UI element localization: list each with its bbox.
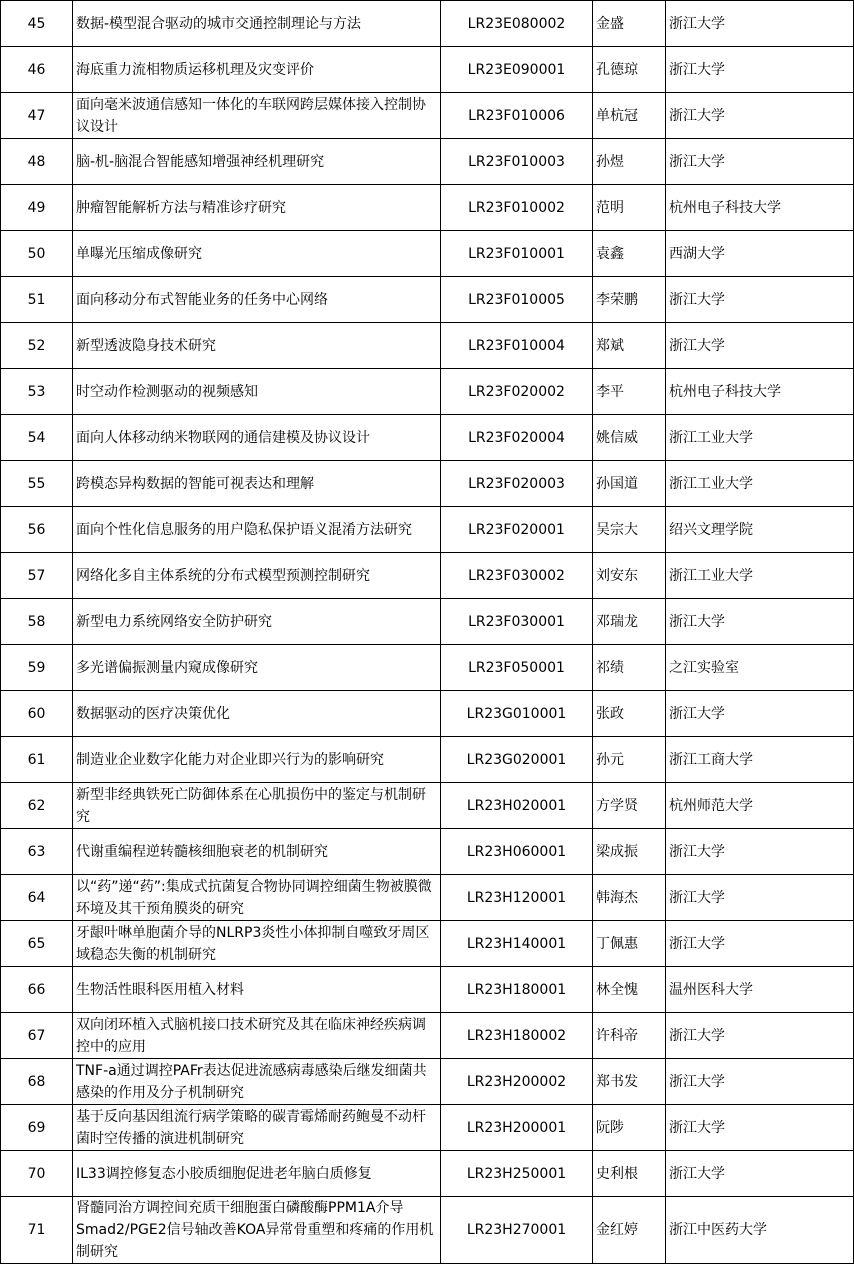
project-code: LR23H060001	[441, 829, 593, 875]
institution-name: 浙江大学	[666, 691, 854, 737]
project-code: LR23F010003	[441, 139, 593, 185]
investigator-name: 孙煜	[593, 139, 666, 185]
project-code: LR23H250001	[441, 1151, 593, 1197]
table-row	[1, 829, 854, 875]
table-row	[1, 1, 854, 47]
institution-name: 浙江大学	[666, 1151, 854, 1197]
project-code: LR23F030001	[441, 599, 593, 645]
row-number: 58	[1, 599, 73, 645]
project-title: 跨模态异构数据的智能可视表达和理解	[73, 461, 441, 507]
investigator-name: 许科帝	[593, 1013, 666, 1059]
row-number: 50	[1, 231, 73, 277]
table-row	[1, 553, 854, 599]
table-row	[1, 369, 854, 415]
table-row	[1, 737, 854, 783]
project-code: LR23H180001	[441, 967, 593, 1013]
institution-name: 浙江大学	[666, 323, 854, 369]
institution-name: 浙江大学	[666, 277, 854, 323]
project-title: 肾髓同治方调控间充质干细胞蛋白磷酸酶PPM1A介导Smad2/PGE2信号轴改善KOA异常骨重塑和疼痛的作用机制研究	[73, 1197, 441, 1264]
project-code: LR23H200001	[441, 1105, 593, 1151]
project-title: 新型电力系统网络安全防护研究	[73, 599, 441, 645]
project-code: LR23E090001	[441, 47, 593, 93]
investigator-name: 姚信威	[593, 415, 666, 461]
project-code: LR23F020004	[441, 415, 593, 461]
row-number: 65	[1, 921, 73, 967]
table-row	[1, 1197, 854, 1264]
table-row	[1, 231, 854, 277]
project-title: 数据驱动的医疗决策优化	[73, 691, 441, 737]
institution-name: 浙江大学	[666, 599, 854, 645]
row-number: 54	[1, 415, 73, 461]
investigator-name: 祁绩	[593, 645, 666, 691]
row-number: 67	[1, 1013, 73, 1059]
table-row	[1, 139, 854, 185]
investigator-name: 吴宗大	[593, 507, 666, 553]
row-number: 63	[1, 829, 73, 875]
table-row	[1, 93, 854, 139]
table-row	[1, 967, 854, 1013]
project-code: LR23F010006	[441, 93, 593, 139]
row-number: 55	[1, 461, 73, 507]
investigator-name: 史利根	[593, 1151, 666, 1197]
table-row	[1, 323, 854, 369]
institution-name: 浙江大学	[666, 1059, 854, 1105]
project-code: LR23H200002	[441, 1059, 593, 1105]
table-row	[1, 461, 854, 507]
project-code: LR23F010005	[441, 277, 593, 323]
project-title: 网络化多自主体系统的分布式模型预测控制研究	[73, 553, 441, 599]
project-title: 面向人体移动纳米物联网的通信建模及协议设计	[73, 415, 441, 461]
project-title: TNF-a通过调控PAFr表达促进流感病毒感染后继发细菌共感染的作用及分子机制研究	[73, 1059, 441, 1105]
table-row	[1, 415, 854, 461]
investigator-name: 孔德琼	[593, 47, 666, 93]
project-title: 单曝光压缩成像研究	[73, 231, 441, 277]
table-row	[1, 783, 854, 829]
row-number: 49	[1, 185, 73, 231]
project-table-body	[1, 1, 854, 1264]
row-number: 61	[1, 737, 73, 783]
investigator-name: 丁佩惠	[593, 921, 666, 967]
project-code: LR23F050001	[441, 645, 593, 691]
institution-name: 浙江工业大学	[666, 415, 854, 461]
project-title: 双向闭环植入式脑机接口技术研究及其在临床神经疾病调控中的应用	[73, 1013, 441, 1059]
investigator-name: 单杭冠	[593, 93, 666, 139]
institution-name: 杭州电子科技大学	[666, 185, 854, 231]
institution-name: 浙江工业大学	[666, 461, 854, 507]
project-code: LR23F010004	[441, 323, 593, 369]
table-row	[1, 277, 854, 323]
project-title: 面向个性化信息服务的用户隐私保护语义混淆方法研究	[73, 507, 441, 553]
project-title: 面向移动分布式智能业务的任务中心网络	[73, 277, 441, 323]
investigator-name: 刘安东	[593, 553, 666, 599]
investigator-name: 阮陟	[593, 1105, 666, 1151]
row-number: 47	[1, 93, 73, 139]
investigator-name: 范明	[593, 185, 666, 231]
row-number: 57	[1, 553, 73, 599]
table-row	[1, 1105, 854, 1151]
institution-name: 杭州电子科技大学	[666, 369, 854, 415]
investigator-name: 林全愧	[593, 967, 666, 1013]
table-row	[1, 921, 854, 967]
project-code: LR23F020002	[441, 369, 593, 415]
table-row	[1, 1013, 854, 1059]
project-title: 新型透波隐身技术研究	[73, 323, 441, 369]
row-number: 53	[1, 369, 73, 415]
project-title: 基于反向基因组流行病学策略的碳青霉烯耐药鲍曼不动杆菌时空传播的演进机制研究	[73, 1105, 441, 1151]
row-number: 66	[1, 967, 73, 1013]
investigator-name: 郑书发	[593, 1059, 666, 1105]
table-row	[1, 599, 854, 645]
table-row	[1, 1151, 854, 1197]
investigator-name: 方学贤	[593, 783, 666, 829]
row-number: 45	[1, 1, 73, 47]
project-title: 代谢重编程逆转髓核细胞衰老的机制研究	[73, 829, 441, 875]
table-row	[1, 185, 854, 231]
project-title: 牙龈叶啉单胞菌介导的NLRP3炎性小体抑制自噬致牙周区域稳态失衡的机制研究	[73, 921, 441, 967]
institution-name: 绍兴文理学院	[666, 507, 854, 553]
project-title: 以“药”递“药”:集成式抗菌复合物协同调控细菌生物被膜微环境及其干预角膜炎的研究	[73, 875, 441, 921]
table-row	[1, 507, 854, 553]
project-title: IL33调控修复态小胶质细胞促进老年脑白质修复	[73, 1151, 441, 1197]
institution-name: 浙江大学	[666, 875, 854, 921]
project-code: LR23H140001	[441, 921, 593, 967]
project-code: LR23H020001	[441, 783, 593, 829]
project-title: 面向毫米波通信感知一体化的车联网跨层媒体接入控制协议设计	[73, 93, 441, 139]
investigator-name: 郑斌	[593, 323, 666, 369]
row-number: 51	[1, 277, 73, 323]
row-number: 71	[1, 1197, 73, 1264]
institution-name: 杭州师范大学	[666, 783, 854, 829]
project-title: 脑-机-脑混合智能感知增强神经机理研究	[73, 139, 441, 185]
project-code: LR23H180002	[441, 1013, 593, 1059]
row-number: 56	[1, 507, 73, 553]
institution-name: 浙江大学	[666, 139, 854, 185]
investigator-name: 韩海杰	[593, 875, 666, 921]
row-number: 69	[1, 1105, 73, 1151]
investigator-name: 李荣鹏	[593, 277, 666, 323]
table-row	[1, 1059, 854, 1105]
project-title: 新型非经典铁死亡防御体系在心肌损伤中的鉴定与机制研究	[73, 783, 441, 829]
row-number: 48	[1, 139, 73, 185]
investigator-name: 金红婷	[593, 1197, 666, 1264]
institution-name: 温州医科大学	[666, 967, 854, 1013]
row-number: 52	[1, 323, 73, 369]
project-code: LR23H120001	[441, 875, 593, 921]
table-row	[1, 645, 854, 691]
project-code: LR23F010001	[441, 231, 593, 277]
row-number: 68	[1, 1059, 73, 1105]
table-row	[1, 691, 854, 737]
row-number: 59	[1, 645, 73, 691]
row-number: 70	[1, 1151, 73, 1197]
project-title: 肿瘤智能解析方法与精准诊疗研究	[73, 185, 441, 231]
project-title: 多光谱偏振测量内窥成像研究	[73, 645, 441, 691]
institution-name: 浙江中医药大学	[666, 1197, 854, 1264]
row-number: 60	[1, 691, 73, 737]
investigator-name: 孙元	[593, 737, 666, 783]
institution-name: 浙江大学	[666, 1105, 854, 1151]
institution-name: 浙江大学	[666, 1, 854, 47]
project-title: 海底重力流相物质运移机理及灾变评价	[73, 47, 441, 93]
project-code: LR23F020001	[441, 507, 593, 553]
institution-name: 浙江大学	[666, 47, 854, 93]
row-number: 46	[1, 47, 73, 93]
investigator-name: 邓瑞龙	[593, 599, 666, 645]
investigator-name: 梁成振	[593, 829, 666, 875]
institution-name: 浙江大学	[666, 921, 854, 967]
investigator-name: 袁鑫	[593, 231, 666, 277]
project-code: LR23F030002	[441, 553, 593, 599]
institution-name: 之江实验室	[666, 645, 854, 691]
row-number: 64	[1, 875, 73, 921]
institution-name: 浙江工业大学	[666, 553, 854, 599]
project-code: LR23G020001	[441, 737, 593, 783]
project-code: LR23H270001	[441, 1197, 593, 1264]
investigator-name: 金盛	[593, 1, 666, 47]
institution-name: 浙江大学	[666, 93, 854, 139]
project-title: 制造业企业数字化能力对企业即兴行为的影响研究	[73, 737, 441, 783]
table-row	[1, 875, 854, 921]
project-title: 生物活性眼科医用植入材料	[73, 967, 441, 1013]
project-code: LR23G010001	[441, 691, 593, 737]
project-code: LR23F020003	[441, 461, 593, 507]
institution-name: 浙江工商大学	[666, 737, 854, 783]
row-number: 62	[1, 783, 73, 829]
investigator-name: 孙国道	[593, 461, 666, 507]
project-code: LR23E080002	[441, 1, 593, 47]
project-title: 数据-模型混合驱动的城市交通控制理论与方法	[73, 1, 441, 47]
investigator-name: 李平	[593, 369, 666, 415]
institution-name: 浙江大学	[666, 1013, 854, 1059]
institution-name: 西湖大学	[666, 231, 854, 277]
investigator-name: 张政	[593, 691, 666, 737]
table-row	[1, 47, 854, 93]
institution-name: 浙江大学	[666, 829, 854, 875]
project-title: 时空动作检测驱动的视频感知	[73, 369, 441, 415]
project-code: LR23F010002	[441, 185, 593, 231]
